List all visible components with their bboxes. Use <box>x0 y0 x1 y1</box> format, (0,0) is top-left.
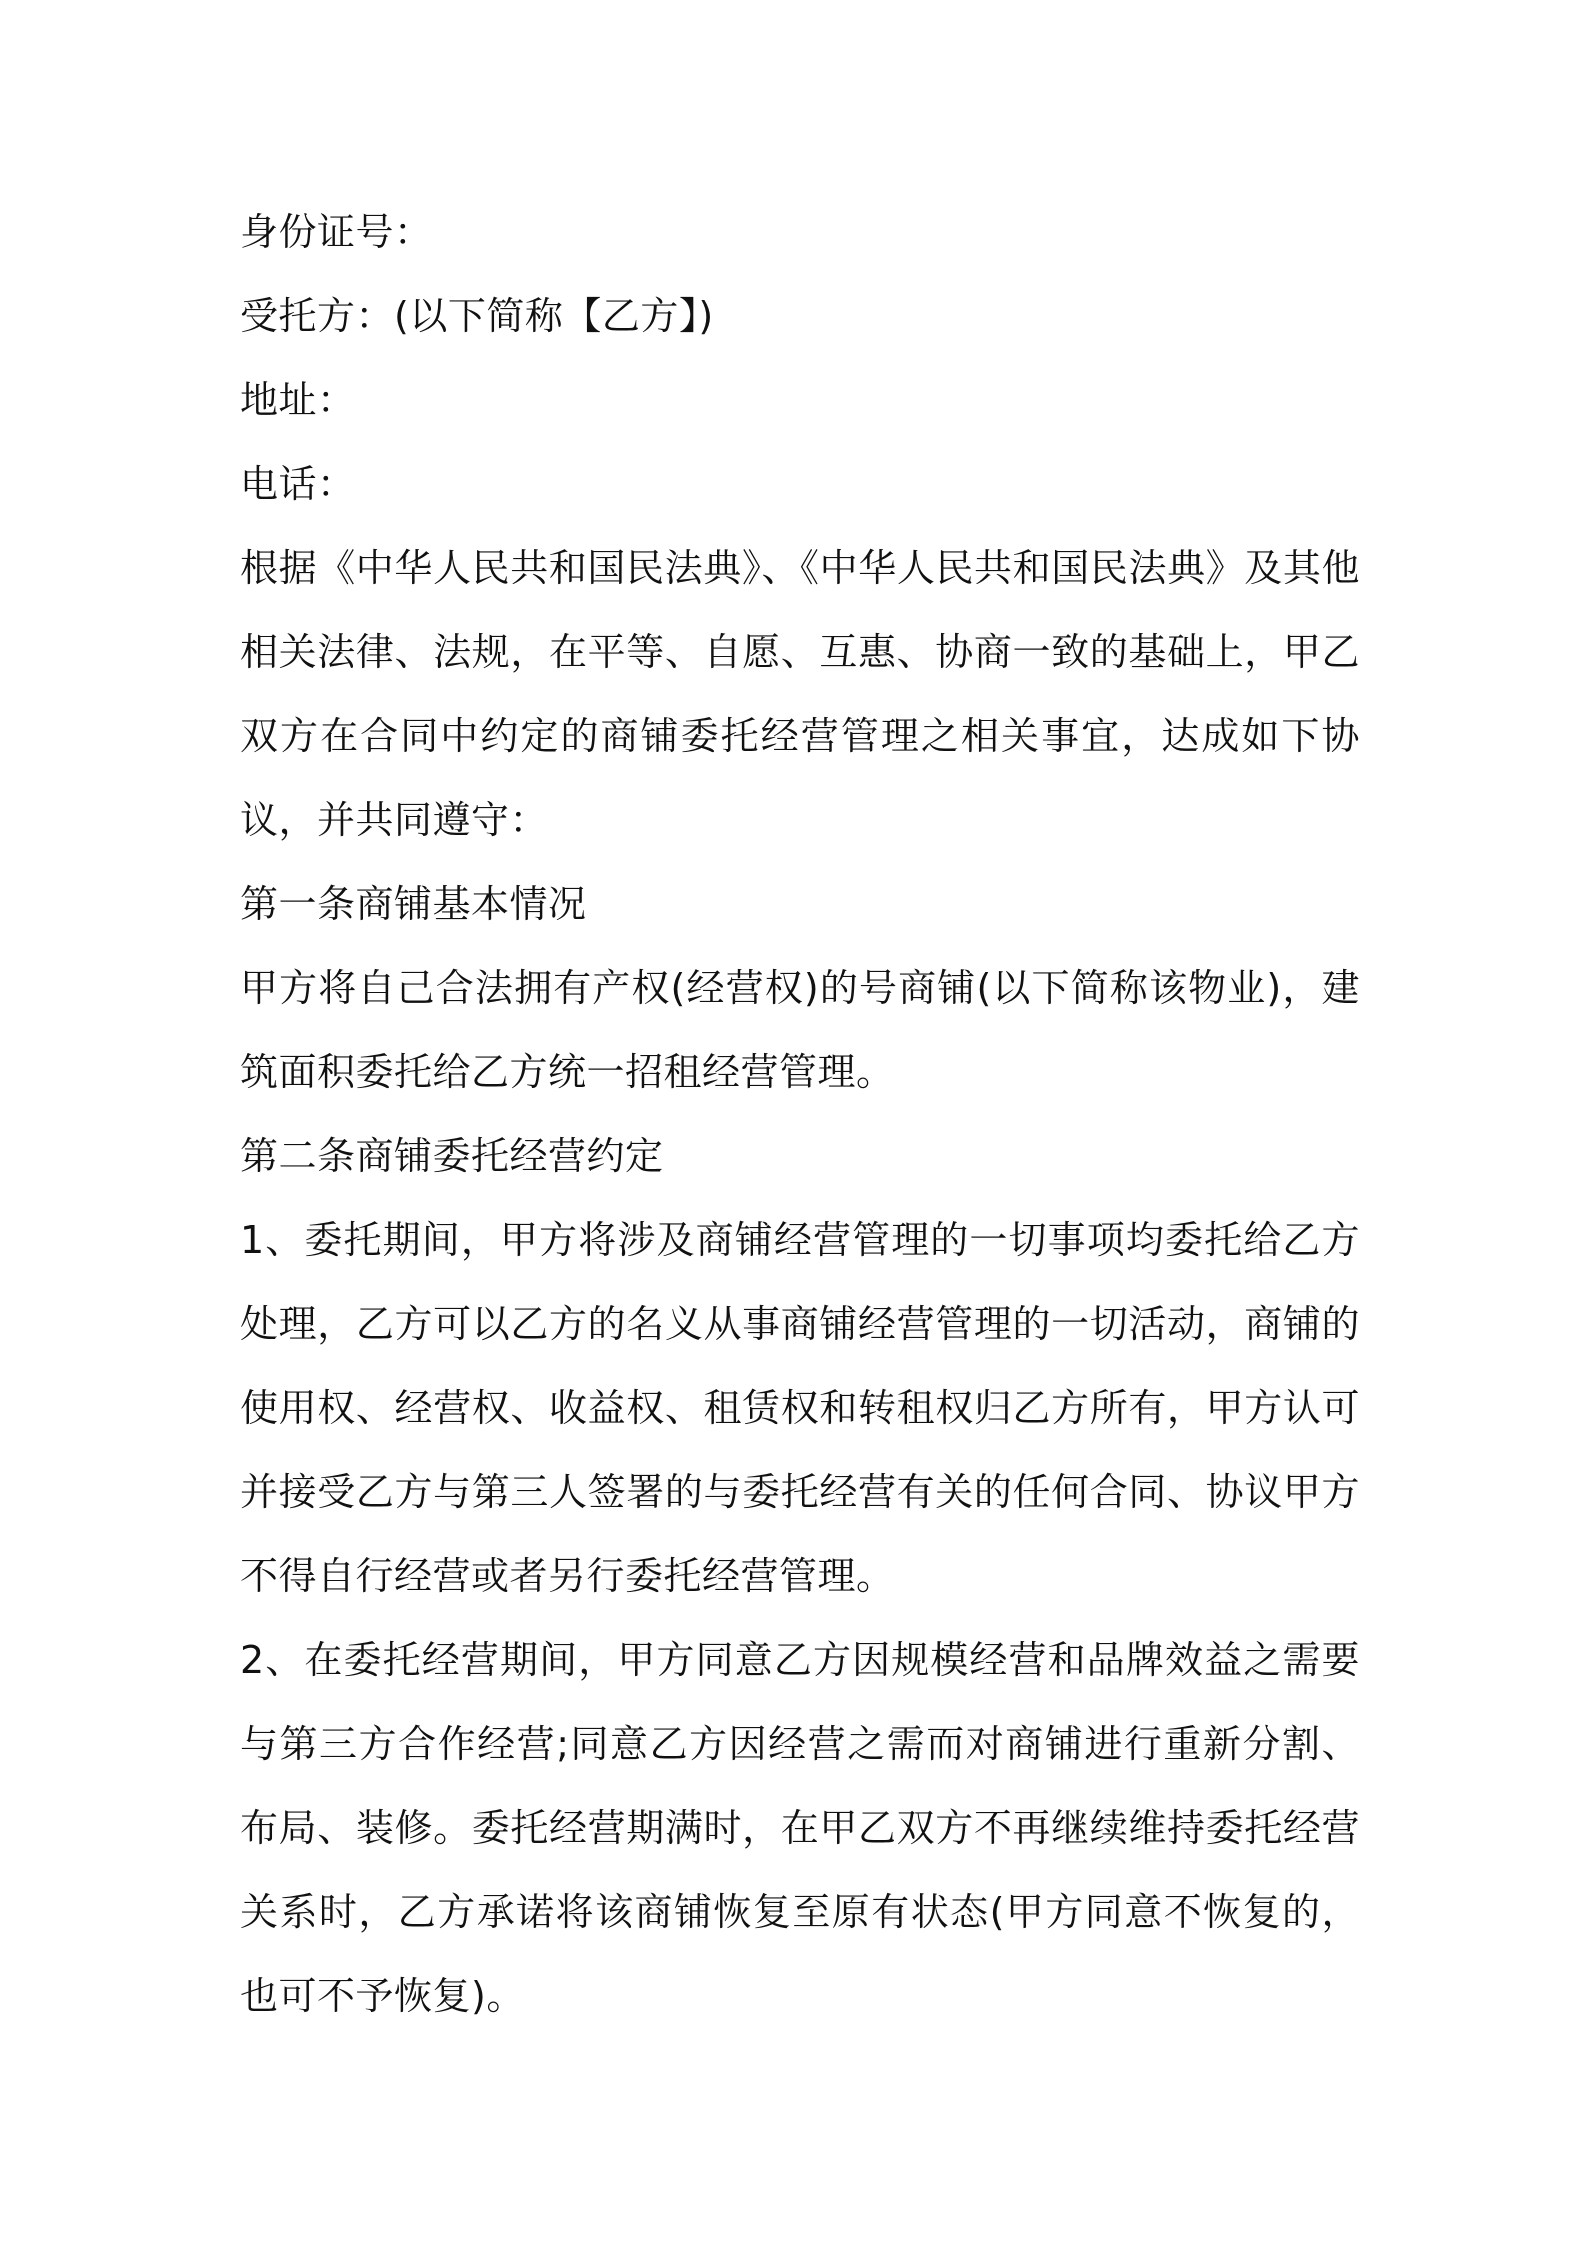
article-2-clause-2: 2、在委托经营期间，甲方同意乙方因规模经营和品牌效益之需要与第三方合作经营;同意乙方因经营之需而对商铺进行重新分割、布局、装修。委托经营期满时，在甲乙双方不再继续维持委托经营关系时，乙方承诺将该商铺恢复至原有状态(甲方同意不恢复的，也可不予恢复)。 <box>240 1638 1361 2018</box>
id-number-line: 身份证号： <box>240 210 433 254</box>
phone-line: 电话： <box>240 462 356 506</box>
article-1-paragraph: 甲方将自己合法拥有产权(经营权)的号商铺(以下简称该物业)，建筑面积委托给乙方统一招租经营管理。 <box>240 966 1360 1094</box>
address-line: 地址： <box>240 378 356 422</box>
article-1-heading: 第一条商铺基本情况 <box>240 882 587 926</box>
preamble-paragraph: 根据《中华人民共和国民法典》、《中华人民共和国民法典》及其他相关法律、法规，在平等、自愿、互惠、协商一致的基础上，甲乙双方在合同中约定的商铺委托经营管理之相关事宜，达成如下协议，并共同遵守： <box>240 546 1360 842</box>
article-2-clause-1: 1、委托期间，甲方将涉及商铺经营管理的一切事项均委托给乙方处理，乙方可以乙方的名义从事商铺经营管理的一切活动，商铺的使用权、经营权、收益权、租赁权和转租权归乙方所有，甲方认可并接受乙方与第三人签署的与委托经营有关的任何合同、协议甲方不得自行经营或者另行委托经营管理。 <box>240 1218 1360 1598</box>
trustee-line: 受托方：(以下简称【乙方】) <box>240 294 714 338</box>
document-body <box>240 190 1360 2038</box>
article-2-heading: 第二条商铺委托经营约定 <box>240 1134 664 1178</box>
